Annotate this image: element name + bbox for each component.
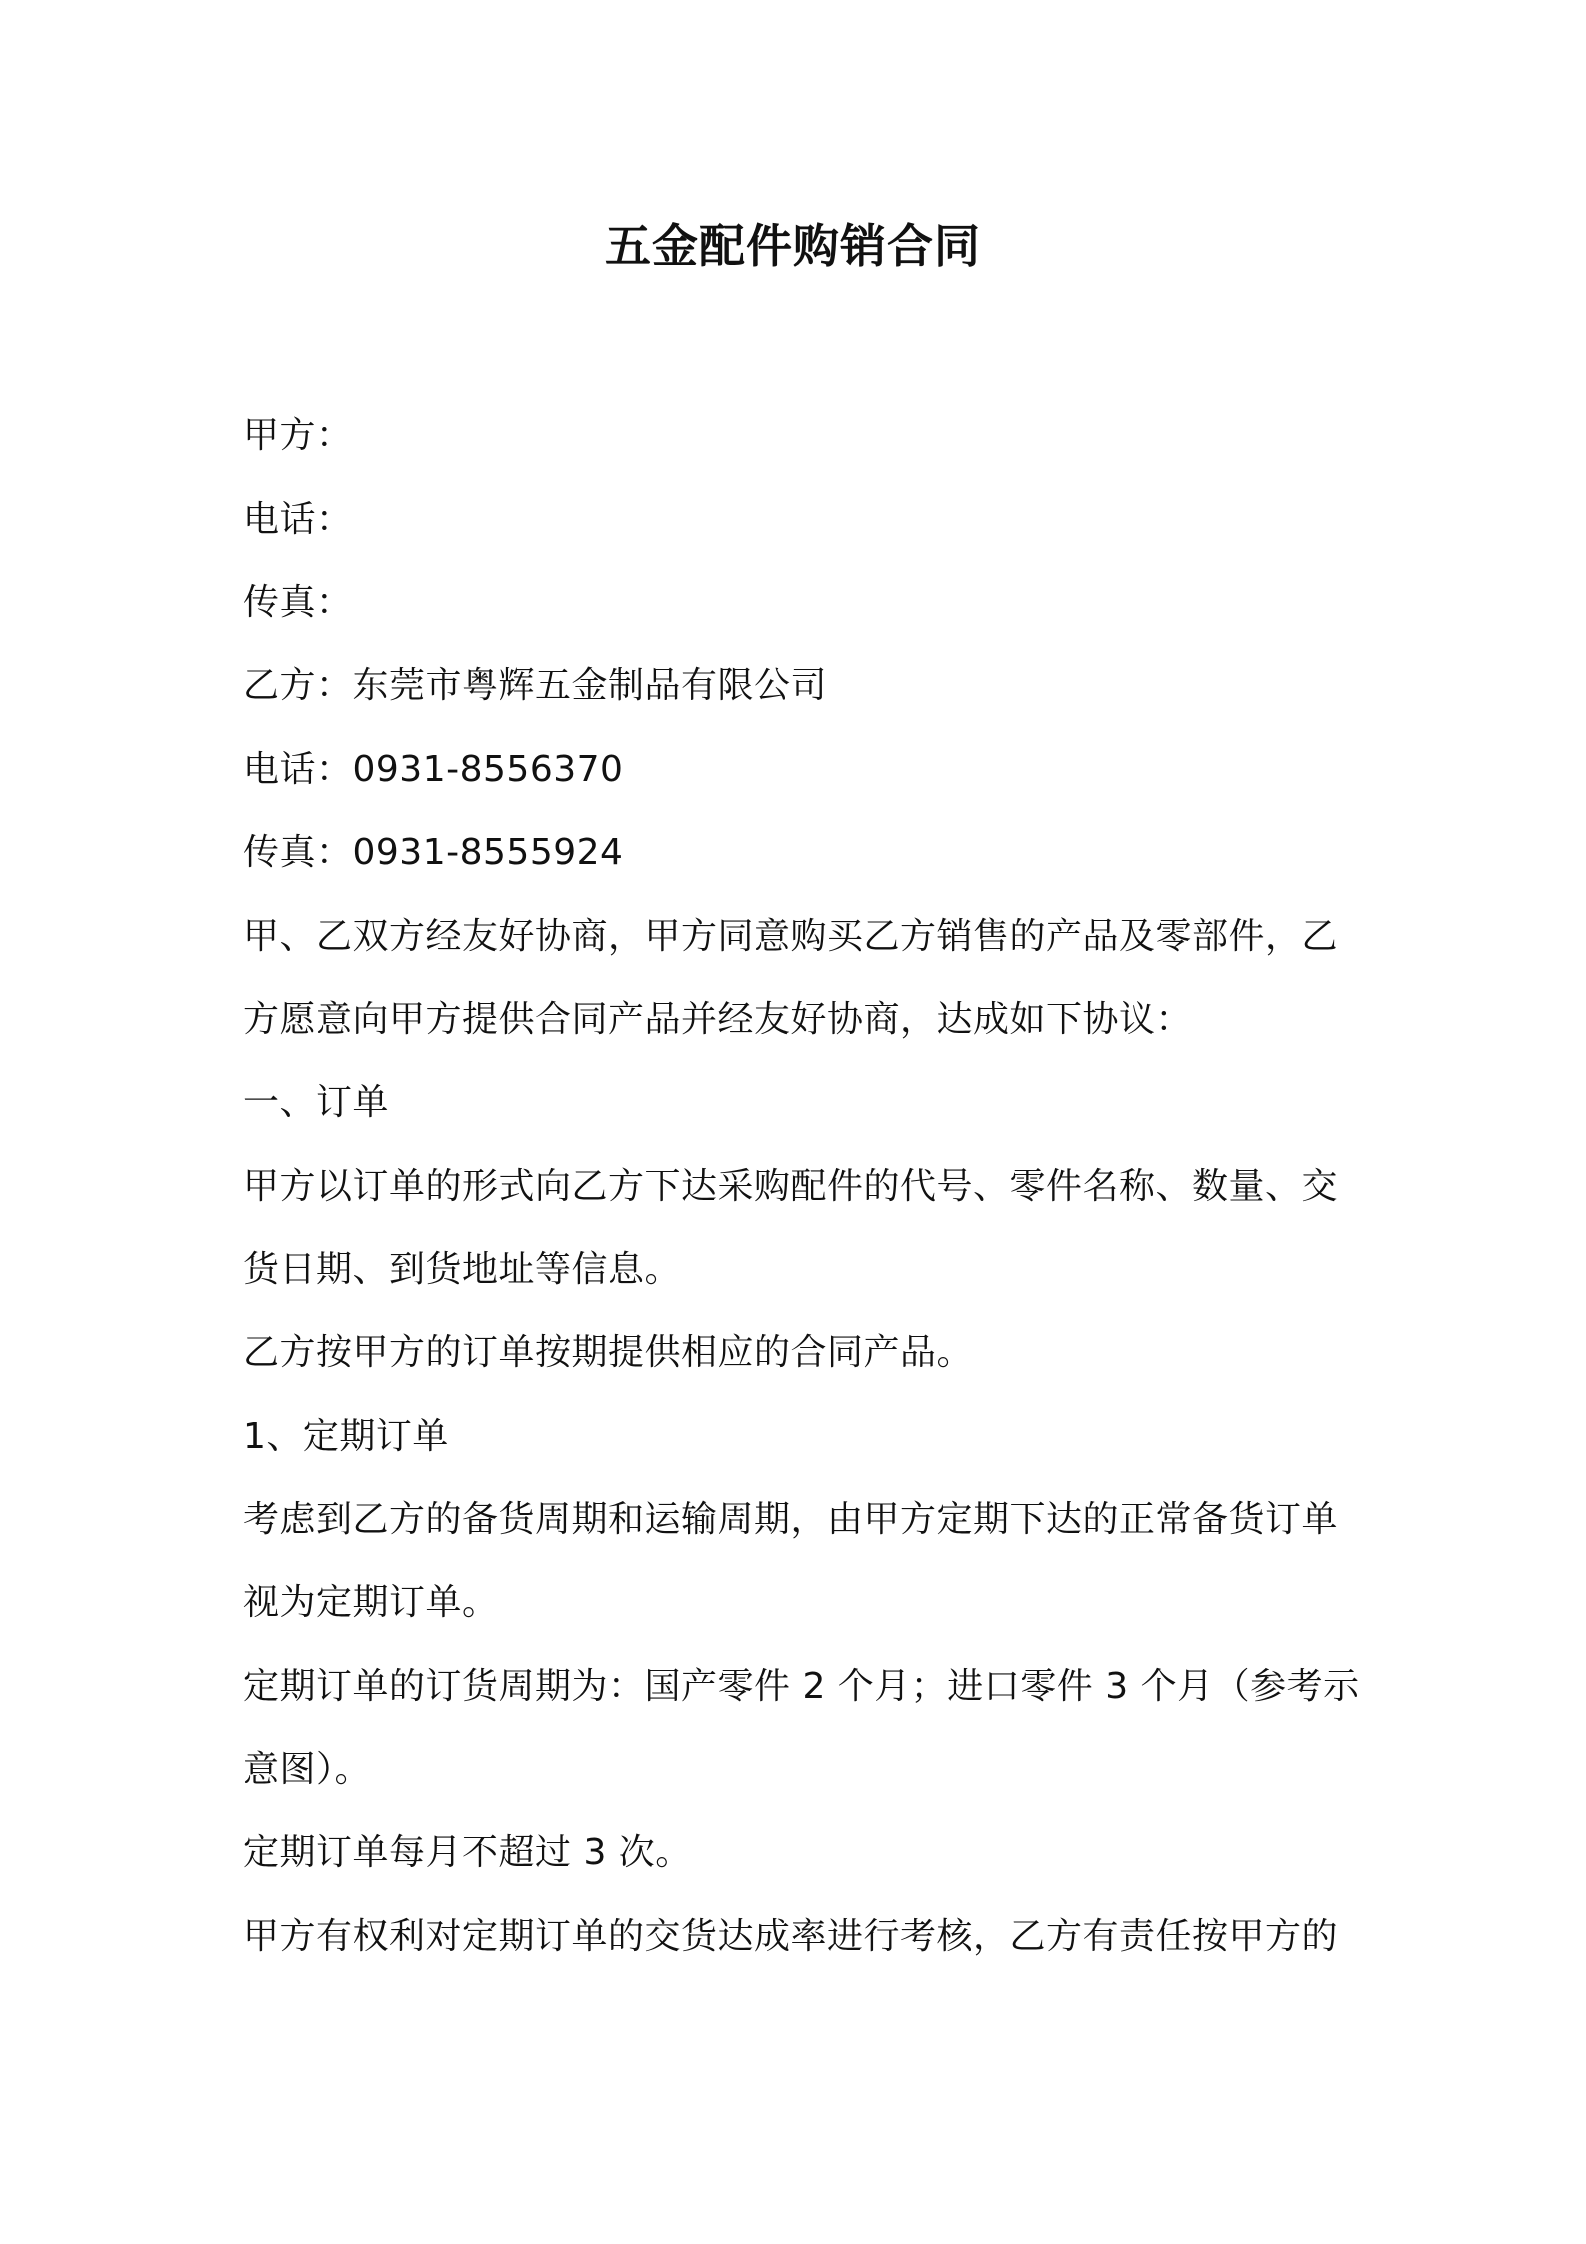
paragraph-line: 方愿意向甲方提供合同产品并经友好协商，达成如下协议： [243,999,1193,1040]
party-a-fax: 传真： [243,582,353,623]
paragraph-line: 甲、乙双方经友好协商，甲方同意购买乙方销售的产品及零部件，乙 [243,916,1339,957]
subsection-heading-regular-order: 1、定期订单 [243,1416,449,1457]
paragraph-line: 意图）。 [243,1749,372,1790]
paragraph-line: 考虑到乙方的备货周期和运输周期，由甲方定期下达的正常备货订单 [243,1499,1339,1540]
paragraph-line: 定期订单每月不超过 3 次。 [243,1832,692,1873]
paragraph-line: 甲方有权利对定期订单的交货达成率进行考核，乙方有责任按甲方的 [243,1916,1339,1957]
paragraph-line: 定期订单的订货周期为：国产零件 2 个月；进口零件 3 个月（参考示 [243,1666,1360,1707]
document-title: 五金配件购销合同 [605,219,981,273]
section-heading-order: 一、订单 [243,1082,390,1123]
party-b-name: 乙方：东莞市粤辉五金制品有限公司 [243,665,828,706]
party-b-fax: 传真：0931-8555924 [243,832,624,873]
party-a-label: 甲方： [243,415,353,456]
paragraph-line: 货日期、到货地址等信息。 [243,1249,682,1290]
paragraph-line: 甲方以订单的形式向乙方下达采购配件的代号、零件名称、数量、交 [243,1166,1339,1207]
paragraph-line: 乙方按甲方的订单按期提供相应的合同产品。 [243,1332,974,1373]
paragraph-line: 视为定期订单。 [243,1582,499,1623]
party-a-phone: 电话： [243,499,353,540]
party-b-phone: 电话：0931-8556370 [243,749,624,790]
